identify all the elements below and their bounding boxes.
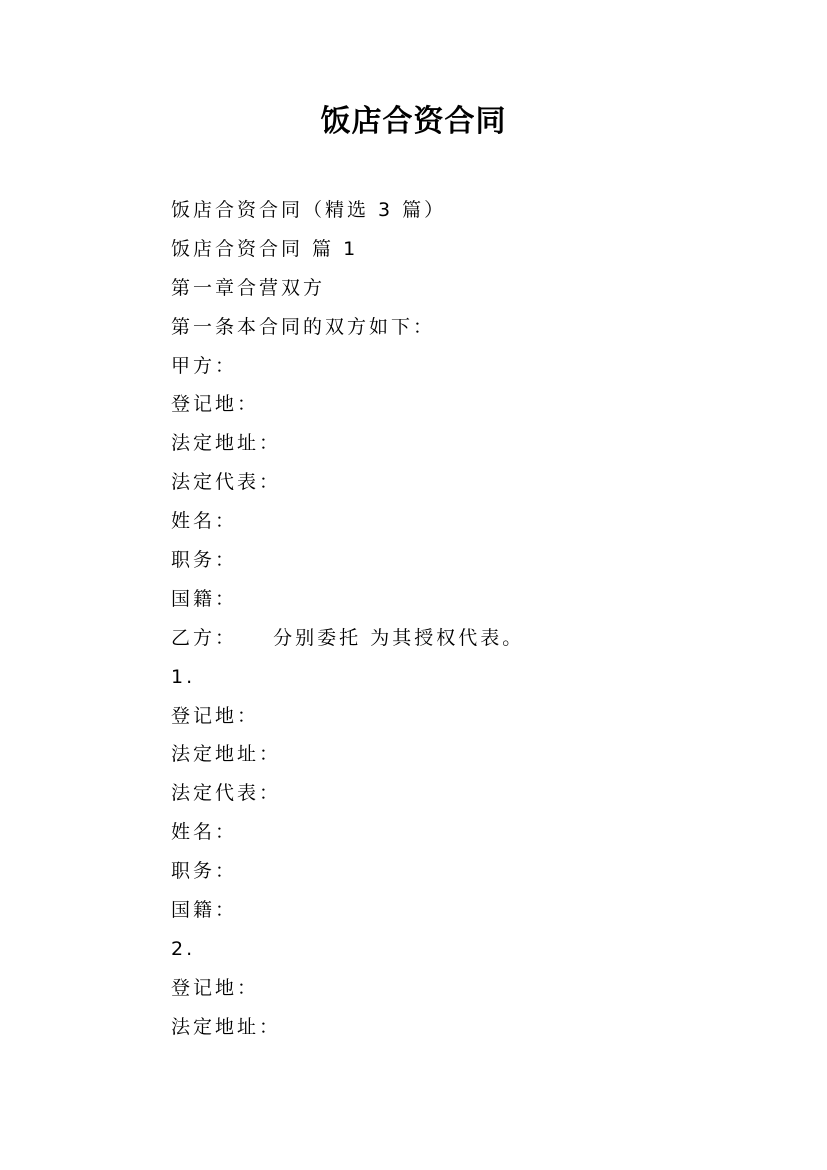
position-label: 职务：	[171, 549, 238, 572]
legal-representative-label: 法定代表：	[171, 782, 282, 805]
legal-address-label: 法定地址：	[171, 1015, 282, 1038]
registration-place-label: 登记地：	[171, 704, 260, 727]
item-number: 1.	[171, 665, 196, 688]
registration-place-label: 登记地：	[171, 393, 260, 416]
item-number: 2.	[171, 937, 196, 960]
nationality-label: 国籍：	[171, 899, 238, 922]
legal-address-label: 法定地址：	[171, 432, 282, 455]
document-body	[171, 191, 771, 1047]
section-line: 饭店合资合同 篇 1	[171, 237, 359, 260]
name-label: 姓名：	[171, 510, 238, 533]
heading-line: 饭店合资合同（精选 3 篇）	[171, 199, 447, 221]
party-a-label: 甲方：	[171, 354, 238, 377]
party-b-line: 乙方： 分别委托 为其授权代表。	[171, 626, 525, 649]
registration-place-label: 登记地：	[171, 976, 260, 999]
article-line: 第一条本合同的双方如下：	[171, 315, 436, 338]
document-title: 饭店合资合同	[320, 104, 507, 139]
legal-address-label: 法定地址：	[171, 743, 282, 766]
nationality-label: 国籍：	[171, 587, 238, 610]
chapter-line: 第一章合营双方	[171, 276, 326, 299]
name-label: 姓名：	[171, 821, 238, 844]
legal-representative-label: 法定代表：	[171, 471, 282, 494]
position-label: 职务：	[171, 860, 238, 883]
